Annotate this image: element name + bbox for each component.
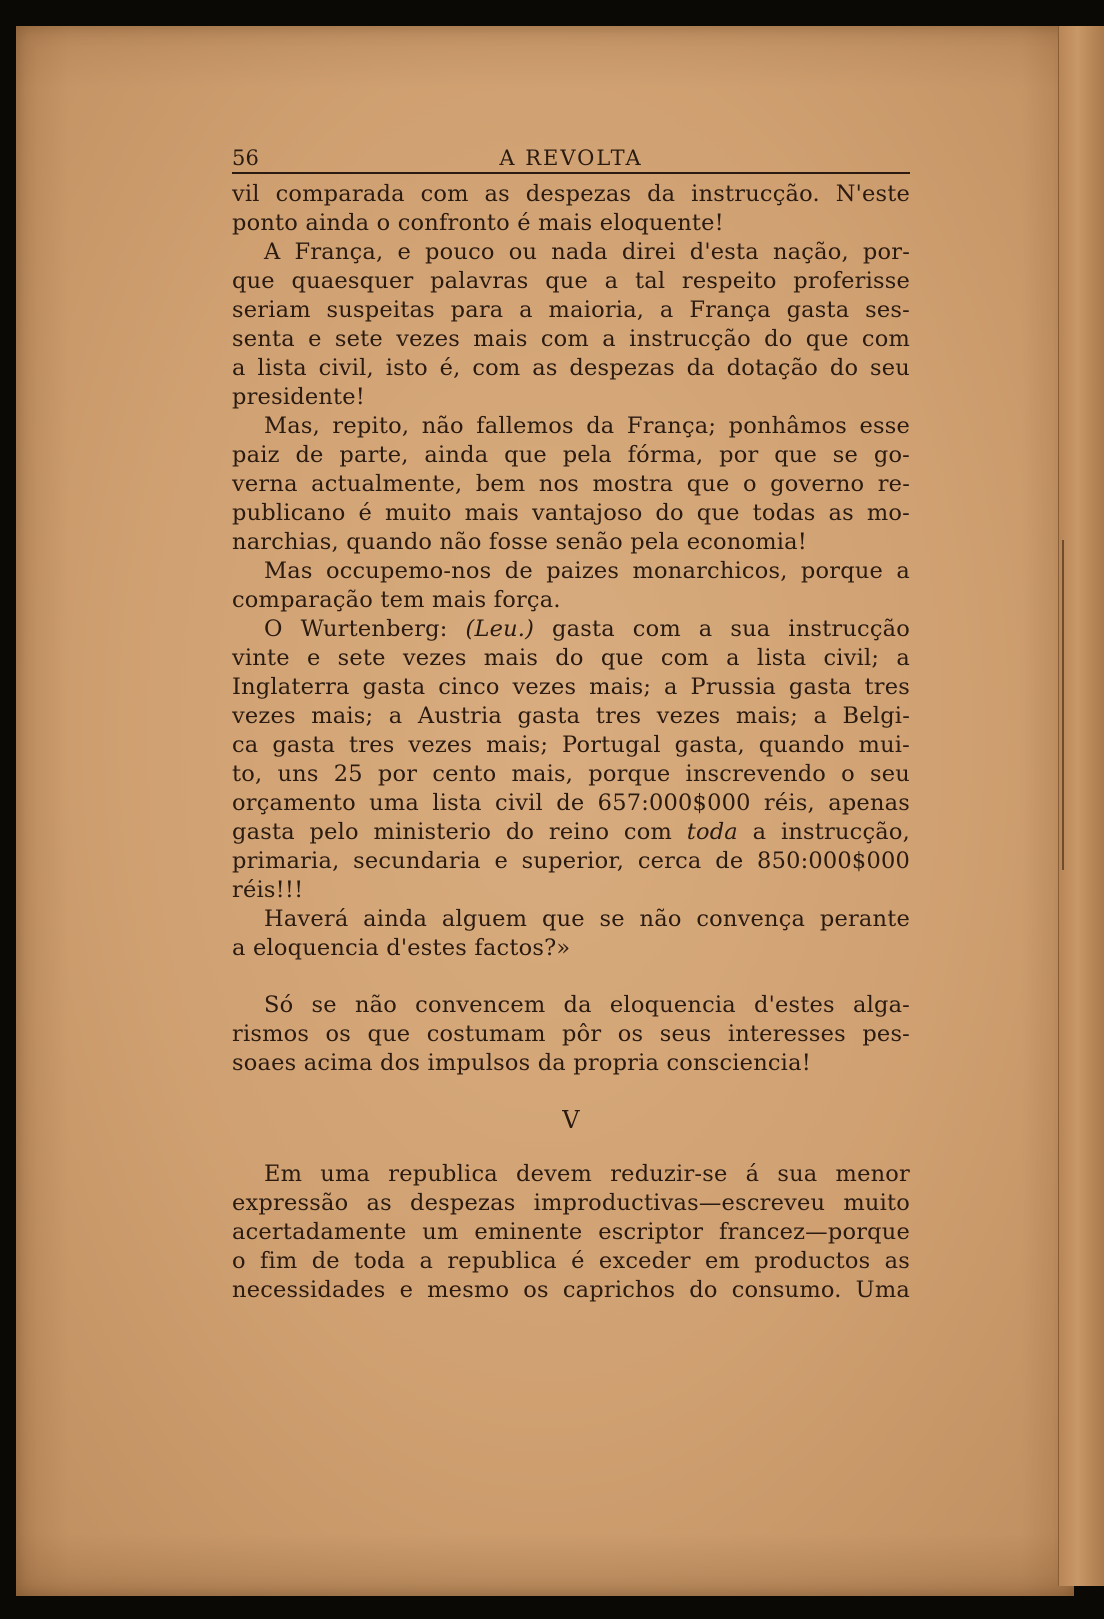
section-heading: V (562, 1106, 580, 1134)
text-fragment: O Wurtenberg: (264, 616, 448, 642)
text-line: verna actualmente, bem nos mostra que o governo re- (232, 471, 910, 497)
italic-fragment: toda (686, 819, 738, 845)
text-line: rismos os que costumam pôr os seus interesses pes- (232, 1021, 910, 1047)
page-header (232, 140, 910, 174)
text-line: to, uns 25 por cento mais, porque inscrevendo o seu (232, 761, 910, 787)
text-line: Só se não convencem da eloquencia d'estes alga- (264, 992, 910, 1018)
text-line: A França, e pouco ou nada direi d'esta nação, por- (264, 239, 910, 265)
text-line: orçamento uma lista civil de 657:000$000 réis, apenas (232, 790, 910, 816)
running-title: A REVOLTA (499, 146, 643, 170)
text-line: senta e sete vezes mais com a instrucção do que com (232, 326, 910, 352)
paragraph-block-3 (232, 1160, 910, 1305)
text-line: Mas, repito, não fallemos da França; ponhâmos esse (264, 413, 910, 439)
text-line: que quaesquer palavras que a tal respeito proferisse (232, 268, 910, 294)
text-line: vezes mais; a Austria gasta tres vezes mais; a Belgi- (232, 703, 910, 729)
adjacent-page-edge (1058, 26, 1104, 1586)
binding-mark (1062, 540, 1064, 870)
text-line: Haverá ainda alguem que se não convença perante (264, 906, 910, 932)
text-line: soaes acima dos impulsos da propria consciencia! (232, 1050, 811, 1076)
text-line: comparação tem mais força. (232, 587, 561, 613)
text-line: acertadamente um eminente escriptor francez—porque (232, 1219, 910, 1245)
text-line: vil comparada com as despezas da instrucção. N'este (232, 181, 910, 207)
text-line: narchias, quando não fosse senão pela economia! (232, 529, 807, 555)
text-line: a eloquencia d'estes factos?» (232, 935, 571, 961)
text-line: presidente! (232, 384, 366, 410)
text-line: seriam suspeitas para a maioria, a França gasta ses- (232, 297, 910, 323)
text-line: a lista civil, isto é, com as despezas da dotação do seu (232, 355, 910, 381)
paragraph-block-1 (232, 180, 910, 963)
text-line (232, 615, 910, 644)
text-line: paiz de parte, ainda que pela fórma, por que se go- (232, 442, 910, 468)
page-text (232, 140, 910, 1305)
text-line: o fim de toda a republica é exceder em productos as (232, 1248, 910, 1274)
page-number: 56 (232, 146, 260, 170)
text-line (232, 818, 910, 847)
paragraph-block-2 (232, 991, 910, 1078)
text-line: expressão as despezas improductivas—escreveu muito (232, 1190, 910, 1216)
italic-fragment: (Leu.) (465, 616, 535, 642)
text-line: primaria, secundaria e superior, cerca de 850:000$000 (232, 848, 910, 874)
text-fragment: a instrucção, (752, 819, 910, 845)
text-line: ca gasta tres vezes mais; Portugal gasta, quando mui- (232, 732, 910, 758)
spacer (232, 963, 910, 991)
text-line: ponto ainda o confronto é mais eloquente! (232, 210, 724, 236)
text-fragment: gasta com a sua instrucção (552, 616, 910, 642)
text-line: publicano é muito mais vantajoso do que todas as mo- (232, 500, 910, 526)
text-line: Em uma republica devem reduzir-se á sua menor (264, 1161, 910, 1187)
text-fragment: gasta pelo ministerio do reino com (232, 819, 672, 845)
text-line: Mas occupemo-nos de paizes monarchicos, porque a (264, 558, 910, 584)
text-line: vinte e sete vezes mais do que com a lista civil; a (232, 645, 910, 671)
text-line: Inglaterra gasta cinco vezes mais; a Prussia gasta tres (232, 674, 910, 700)
text-line: necessidades e mesmo os caprichos do consumo. Uma (232, 1277, 910, 1303)
text-line: réis!!! (232, 877, 304, 903)
